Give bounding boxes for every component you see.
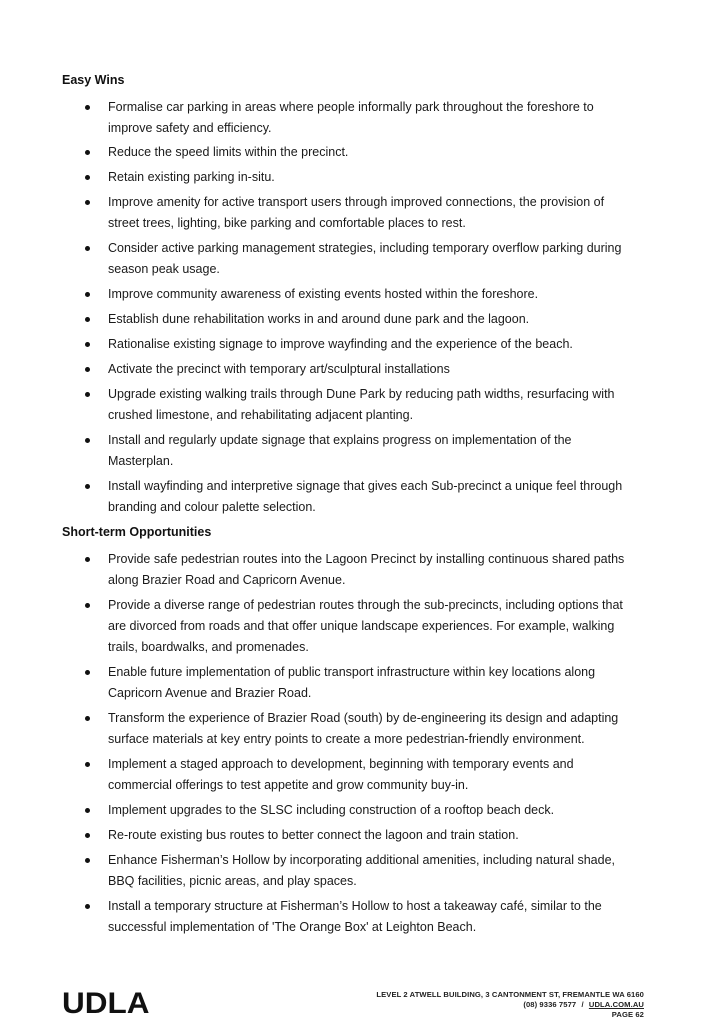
list-item: Install wayfinding and interpretive signage that gives each Sub-precinct a unique feel through branding and colour palette selection. <box>0 476 706 518</box>
list-item: Upgrade existing walking trails through Dune Park by reducing path widths, resurfacing with crushed limestone, and rehabilitating adjacent planting. <box>0 384 706 426</box>
footer-separator: / <box>581 1000 584 1009</box>
list-item: Improve amenity for active transport users through improved connections, the provision of street trees, lighting, bike parking and comfortable places to rest. <box>0 192 706 234</box>
easy-wins-list <box>0 97 706 518</box>
footer-contact <box>376 990 644 1020</box>
section-heading-short-term: Short-term Opportunities <box>62 525 212 539</box>
list-item: Consider active parking management strategies, including temporary overflow parking during season peak usage. <box>0 238 706 280</box>
list-item: Retain existing parking in-situ. <box>0 167 706 188</box>
list-item: Reduce the speed limits within the precinct. <box>0 142 706 163</box>
footer-phone: (08) 9336 7577 <box>523 1000 577 1009</box>
list-item: Enhance Fisherman’s Hollow by incorporating additional amenities, including natural shade, BBQ facilities, picnic areas, and play spaces. <box>0 850 706 892</box>
footer-contact-row <box>376 1000 644 1010</box>
list-item: Install a temporary structure at Fisherman’s Hollow to host a takeaway café, similar to the successful implementation of 'The Orange Box' at Leighton Beach. <box>0 896 706 938</box>
list-item: Provide safe pedestrian routes into the Lagoon Precinct by installing continuous shared paths along Brazier Road and Capricorn Avenue. <box>0 549 706 591</box>
list-item: Establish dune rehabilitation works in and around dune park and the lagoon. <box>0 309 706 330</box>
list-item: Formalise car parking in areas where people informally park throughout the foreshore to improve safety and efficiency. <box>0 97 706 139</box>
list-item: Implement upgrades to the SLSC including construction of a rooftop beach deck. <box>0 800 706 821</box>
list-item: Implement a staged approach to development, beginning with temporary events and commercial offerings to test appetite and grow community buy-in. <box>0 754 706 796</box>
list-item: Transform the experience of Brazier Road (south) by de-engineering its design and adapting surface materials at key entry points to create a more pedestrian-friendly environment. <box>0 708 706 750</box>
short-term-list <box>0 549 706 938</box>
list-item: Install and regularly update signage that explains progress on implementation of the Masterplan. <box>0 430 706 472</box>
list-item: Provide a diverse range of pedestrian routes through the sub-precincts, including options that are divorced from roads and that offer unique landscape experiences. For example, walking trails, boardwalks, and promenades. <box>0 595 706 658</box>
list-item: Rationalise existing signage to improve wayfinding and the experience of the beach. <box>0 334 706 355</box>
footer-website-link[interactable]: UDLA.COM.AU <box>588 1000 644 1009</box>
section-heading-easy-wins: Easy Wins <box>62 73 125 87</box>
footer-address: LEVEL 2 ATWELL BUILDING, 3 CANTONMENT ST, FREMANTLE WA 6160 <box>376 990 644 999</box>
udla-logo: UDLA <box>62 987 150 1020</box>
page-number: PAGE 62 <box>611 1010 644 1019</box>
list-item: Improve community awareness of existing events hosted within the foreshore. <box>0 284 706 305</box>
list-item: Activate the precinct with temporary art/sculptural installations <box>0 359 706 380</box>
list-item: Re-route existing bus routes to better connect the lagoon and train station. <box>0 825 706 846</box>
list-item: Enable future implementation of public transport infrastructure within key locations along Capricorn Avenue and Brazier Road. <box>0 662 706 704</box>
